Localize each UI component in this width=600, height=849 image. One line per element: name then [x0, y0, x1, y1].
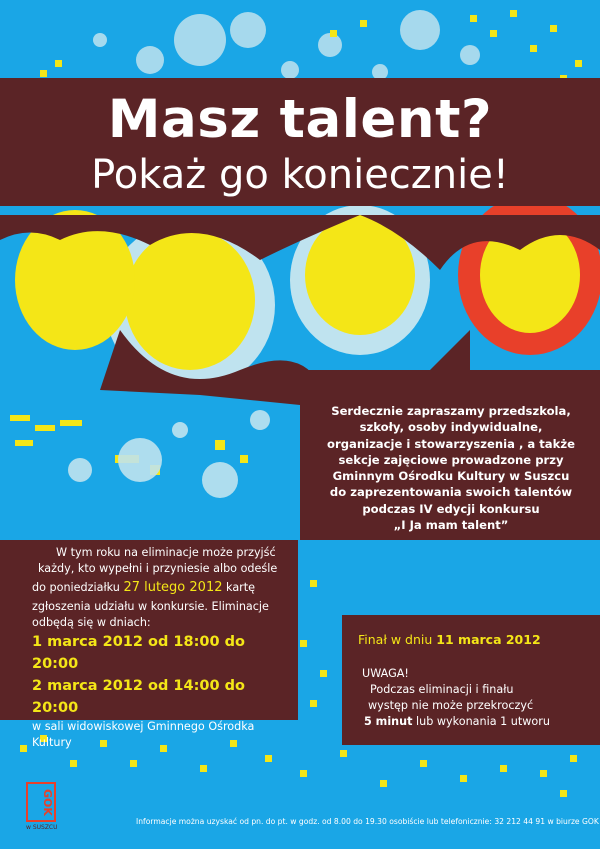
elim-venue: Kultury	[32, 736, 72, 749]
intro-line: podczas IV edycji konkursu	[362, 501, 540, 516]
final-label: Finał w dniu	[358, 632, 433, 647]
warning-line: Podczas eliminacji i finału	[370, 683, 514, 696]
spacer	[358, 648, 588, 666]
gok-logo	[26, 782, 62, 834]
elim-date-2: 2 marca 2012 od 14:00 do 20:00	[32, 678, 245, 716]
intro-line: organizacje i stowarzyszenia , a także	[327, 436, 575, 451]
intro-line: szkoły, osoby indywidualne,	[359, 420, 543, 435]
final-date: 11 marca 2012	[436, 632, 541, 647]
elim-date-1: 1 marca 2012 od 18:00 do 20:00	[32, 634, 245, 672]
final-text	[358, 632, 588, 730]
eliminations-text	[8, 545, 294, 751]
elim-line: W tym roku na eliminacje może przyjść	[56, 546, 276, 559]
footer-info: Informacje można uzyskać od pn. do pt. w godz. od 8.00 do 19.30 osobiście lub telefonicznie: 32 212 44 91 w biurze GOK	[136, 817, 599, 826]
intro-text	[306, 403, 596, 533]
logo-letters: GOK	[26, 782, 56, 822]
final-line	[358, 632, 588, 648]
warning-label: UWAGA!	[362, 667, 409, 680]
elim-line: zgłoszenia udziału w konkursie. Eliminacje	[32, 600, 269, 613]
intro-line: sekcje zajęciowe prowadzone przy	[338, 452, 564, 467]
intro-line: „I Ja mam talent”	[393, 518, 509, 533]
elim-deadline-line	[8, 577, 294, 599]
elim-venue: w sali widowiskowej Gminnego Ośrodka	[32, 720, 255, 733]
logo-subtitle: w SUSZCU	[26, 824, 58, 831]
intro-line: do zaprezentowania swoich talentów	[329, 485, 573, 500]
warning-line: lub wykonania 1 utworu	[416, 715, 550, 728]
warning-line-3	[358, 714, 588, 730]
warning-line: występ nie może przekroczyć	[368, 699, 534, 712]
title-line-2: Pokaż go koniecznie!	[91, 152, 509, 198]
intro-line: Serdecznie zapraszamy przedszkola,	[331, 404, 571, 418]
elim-line: do poniedziałku	[32, 581, 120, 594]
elim-line: każdy, kto wypełni i przyniesie albo odeśle	[38, 562, 278, 575]
title-line-1: Masz talent?	[107, 89, 493, 150]
intro-line: Gminnym Ośrodku Kultury w Suszcu	[332, 469, 570, 484]
elim-line: odbędą się w dniach:	[32, 616, 151, 629]
warning-duration: 5 minut	[364, 715, 413, 728]
deadline-date: 27 lutego 2012	[123, 580, 223, 595]
elim-line: kartę	[226, 581, 256, 594]
